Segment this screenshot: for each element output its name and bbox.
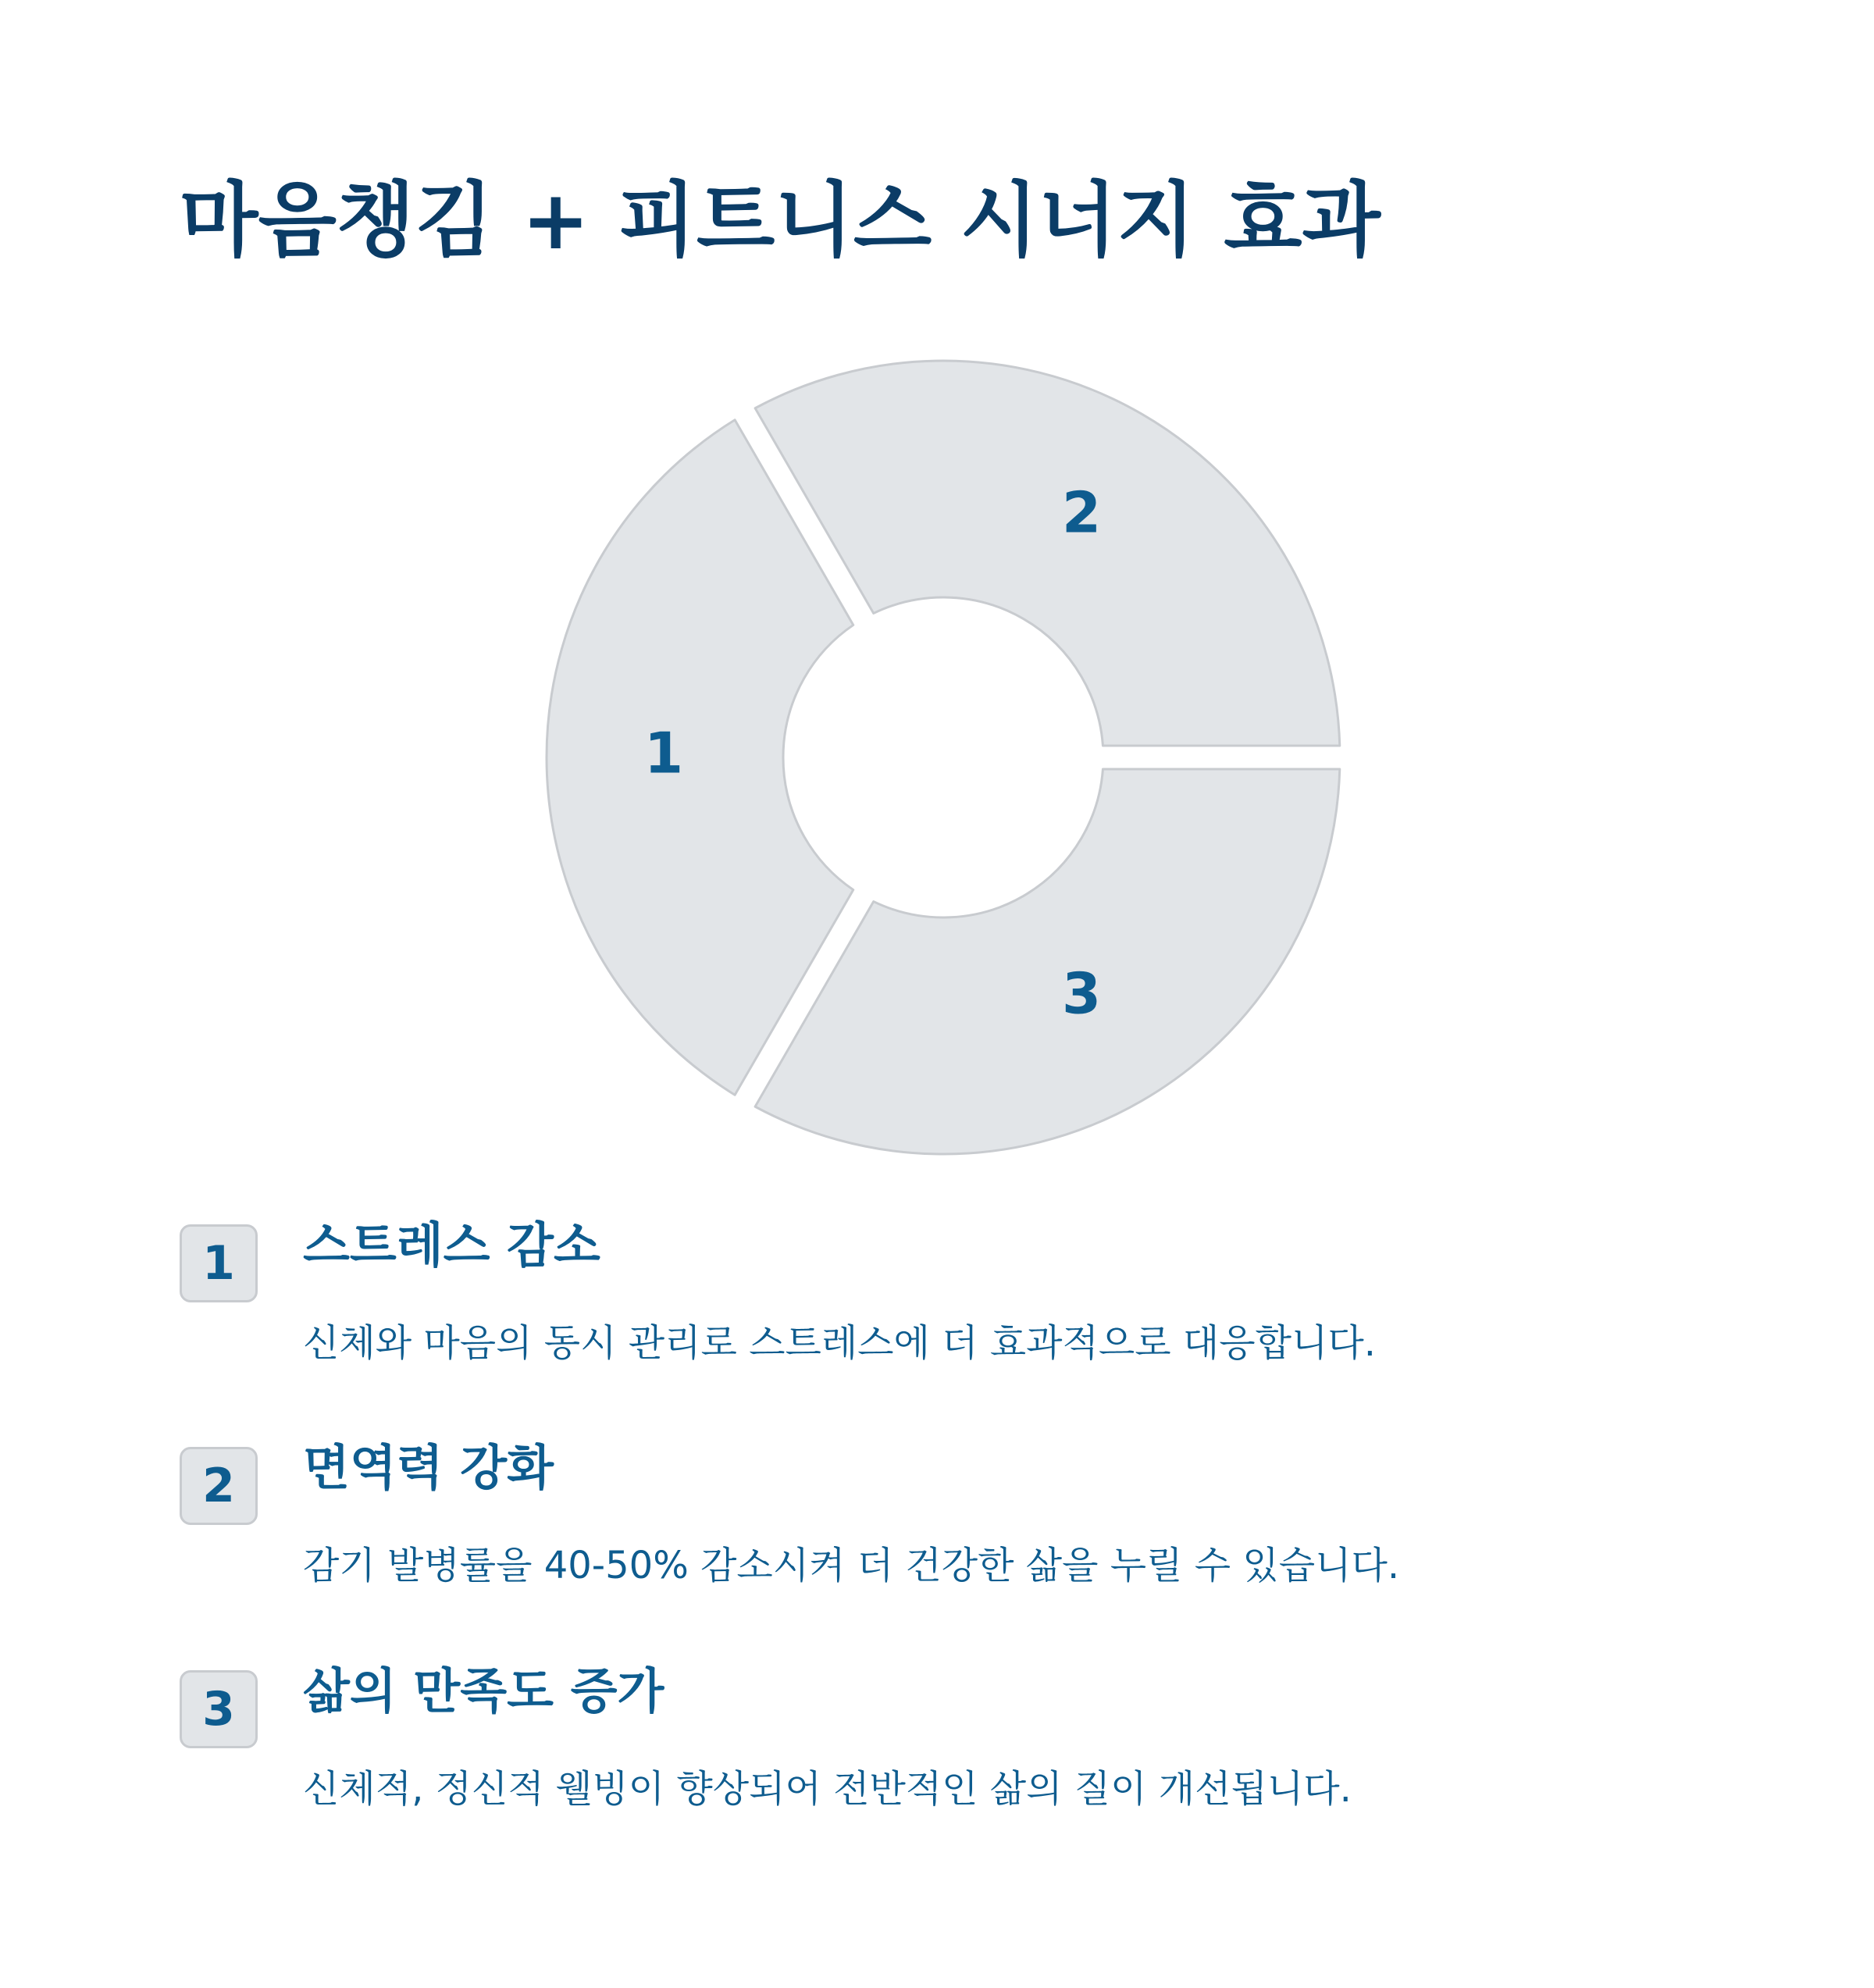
item-number-badge: 2 bbox=[180, 1447, 258, 1525]
page-title: 마음챙김 + 피트니스 시너지 효과 bbox=[180, 173, 1381, 268]
ring-segment-3 bbox=[755, 769, 1340, 1154]
item-description: 감기 발병률을 40-50% 감소시켜 더 건강한 삶을 누릴 수 있습니다. bbox=[303, 1544, 1400, 1587]
segment-number-2: 2 bbox=[1061, 479, 1102, 546]
item-title: 삶의 만족도 증가 bbox=[303, 1662, 664, 1719]
segment-number-1: 1 bbox=[643, 720, 684, 786]
segment-number-3: 3 bbox=[1061, 960, 1102, 1027]
item-title: 면역력 강화 bbox=[303, 1439, 554, 1496]
item-number-badge: 1 bbox=[180, 1224, 258, 1302]
item-description: 신체적, 정신적 웰빙이 향상되어 전반적인 삶의 질이 개선됩니다. bbox=[303, 1767, 1352, 1811]
item-description: 신체와 마음의 동시 관리로 스트레스에 더 효과적으로 대응합니다. bbox=[303, 1321, 1377, 1365]
item-title: 스트레스 감소 bbox=[303, 1217, 600, 1274]
ring-segment-1 bbox=[547, 420, 853, 1096]
ring-segment-2 bbox=[755, 361, 1340, 746]
item-number-badge: 3 bbox=[180, 1670, 258, 1748]
